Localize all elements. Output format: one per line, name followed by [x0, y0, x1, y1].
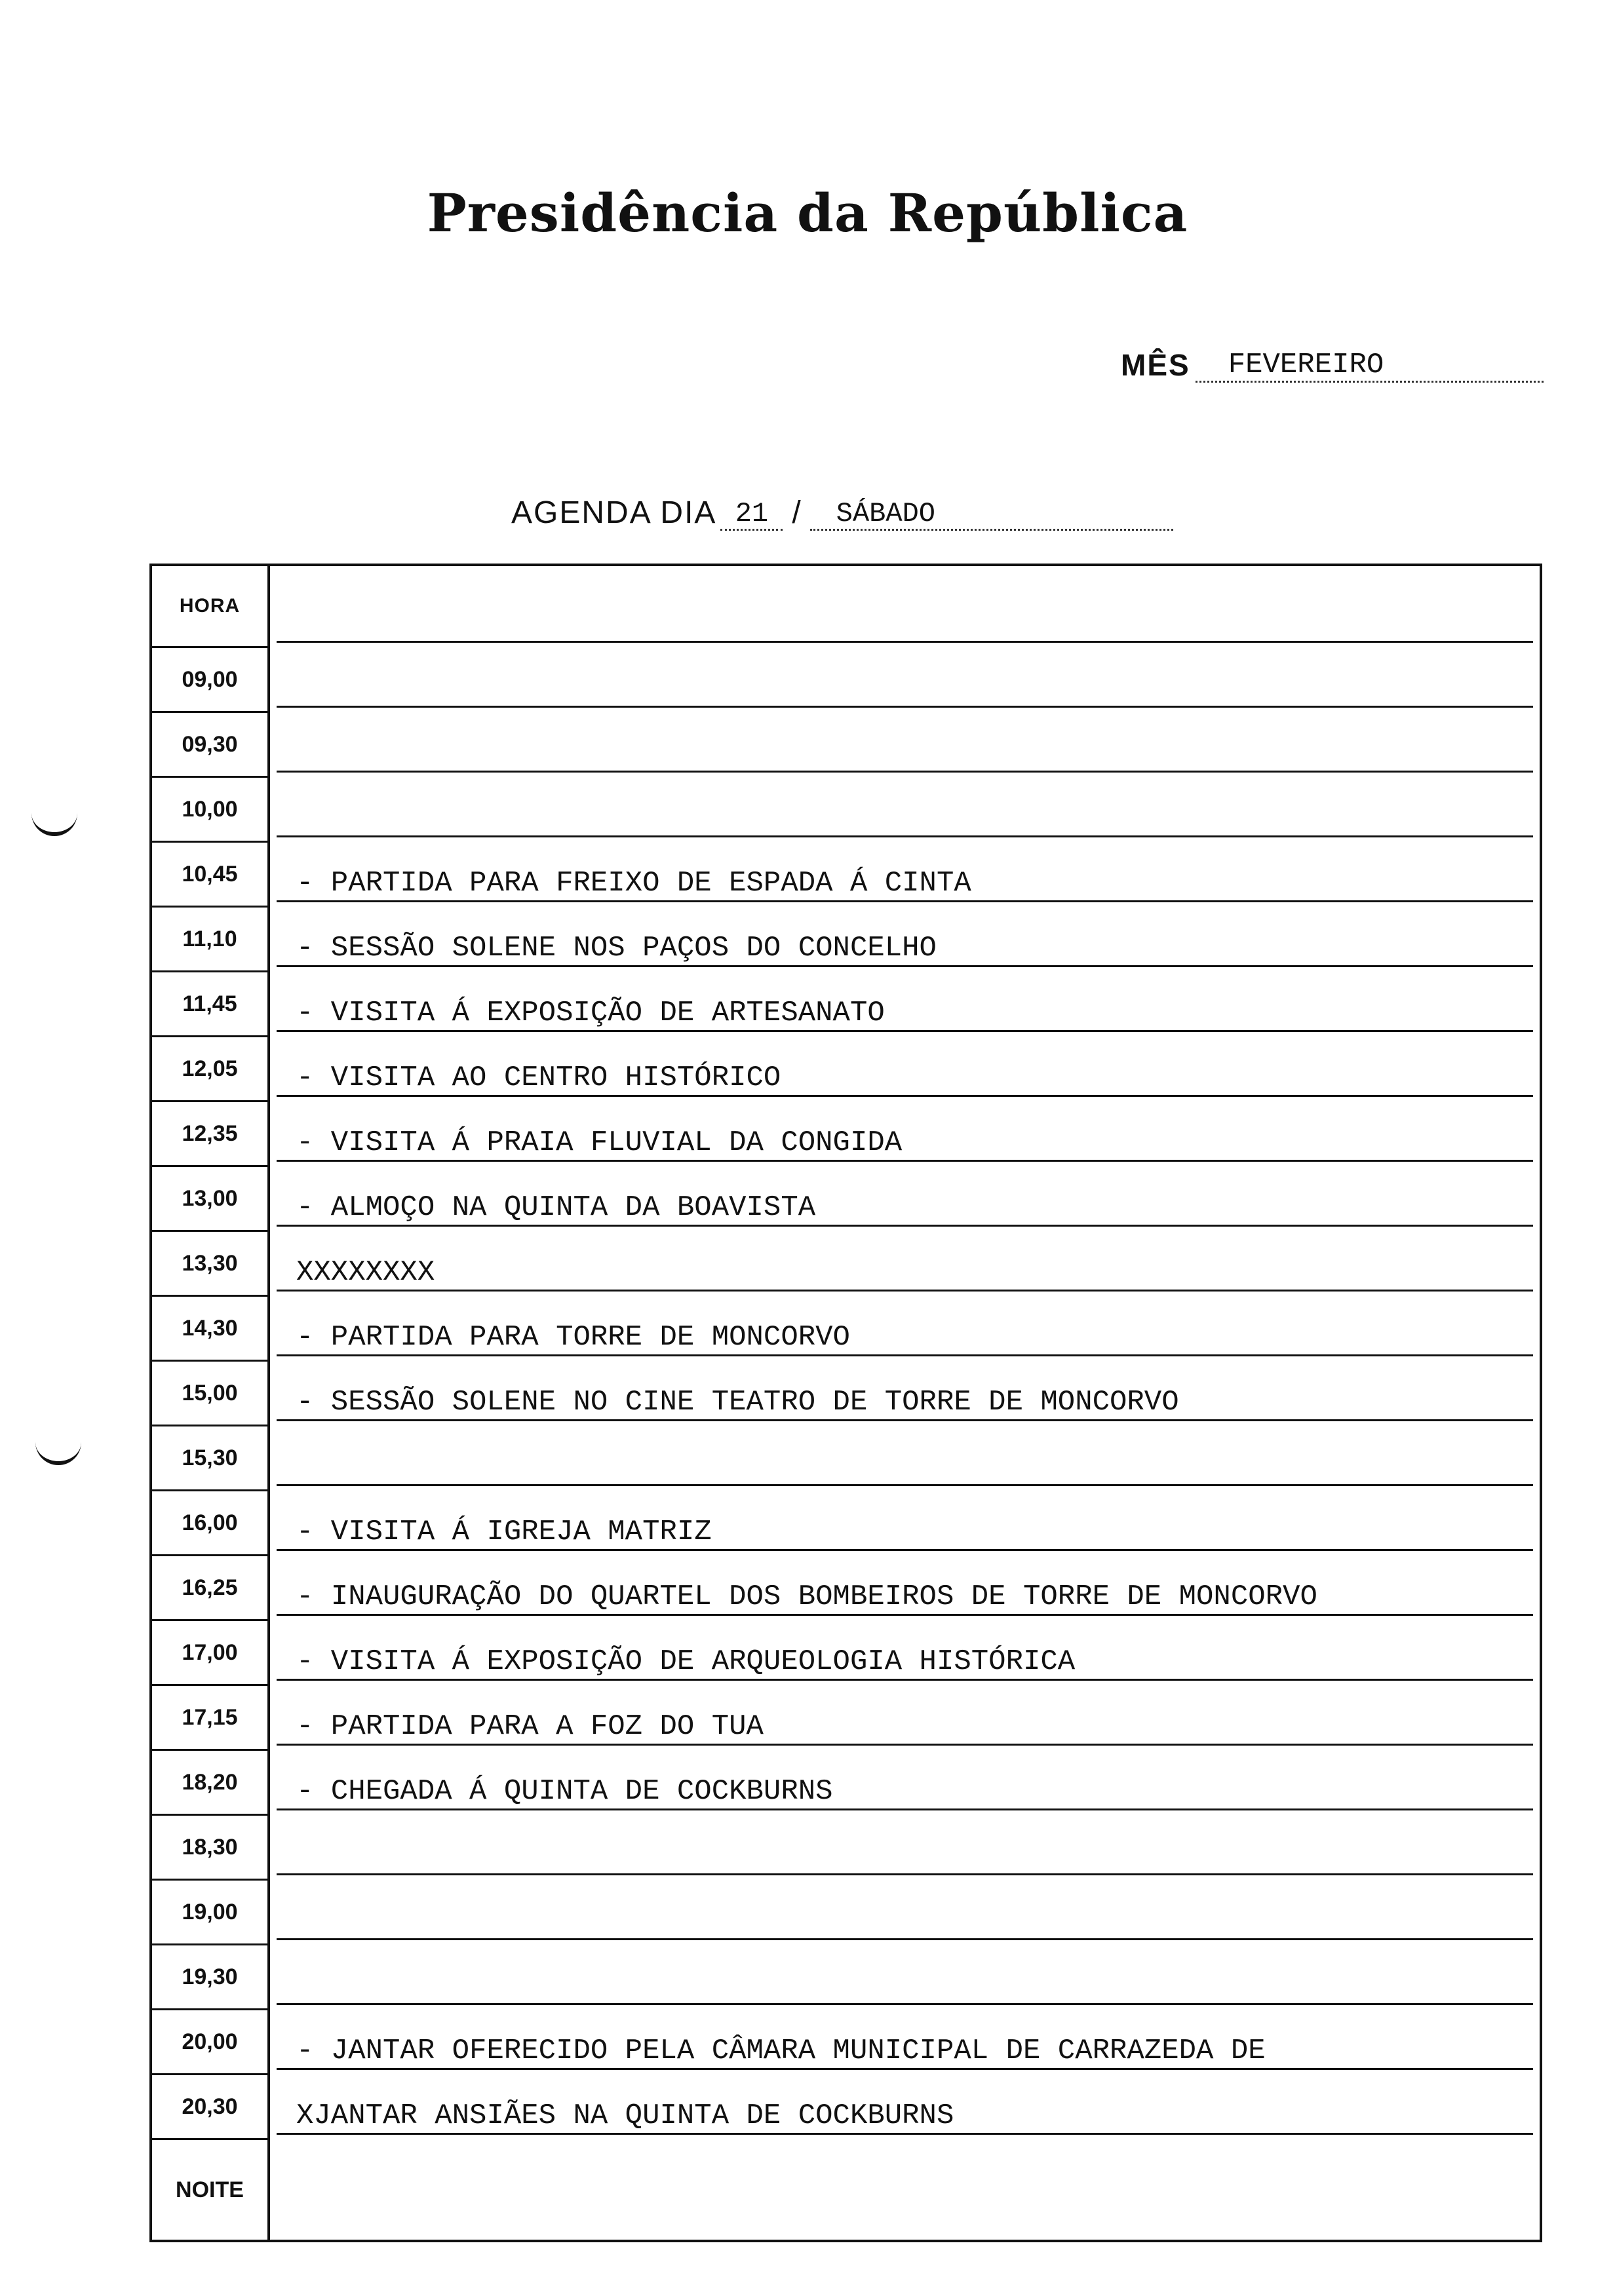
activity-cell	[277, 649, 1533, 708]
activity-cell: - PARTIDA PARA FREIXO DE ESPADA Á CINTA	[277, 843, 1533, 902]
activity-cell: XJANTAR ANSIÃES NA QUINTA DE COCKBURNS	[277, 2076, 1533, 2135]
activity-cell: - CHEGADA Á QUINTA DE COCKBURNS	[277, 1751, 1533, 1810]
table-row	[152, 908, 1540, 972]
activity-cell	[277, 778, 1533, 837]
activity-cell: - PARTIDA PARA A FOZ DO TUA	[277, 1687, 1533, 1746]
hora-cell: NOITE	[152, 2140, 270, 2240]
table-row	[152, 713, 1540, 778]
agenda-weekday: SÁBADO	[810, 499, 1173, 531]
hora-cell: 09,30	[152, 713, 270, 778]
binder-hole-mark	[31, 813, 77, 836]
table-row	[152, 1816, 1540, 1881]
activity-cell: XXXXXXXX	[277, 1233, 1533, 1292]
table-row	[152, 843, 1540, 908]
hora-cell: 11,45	[152, 972, 270, 1037]
hora-cell: 14,30	[152, 1297, 270, 1362]
hora-cell: 15,00	[152, 1362, 270, 1426]
activity-cell: - JANTAR OFERECIDO PELA CÂMARA MUNICIPAL DE CARRAZEDA DE	[277, 2011, 1533, 2070]
table-header-row	[152, 566, 1540, 648]
table-row	[152, 2010, 1540, 2075]
table-row	[152, 1945, 1540, 2010]
hora-cell: 20,00	[152, 2010, 270, 2075]
table-row	[152, 1232, 1540, 1297]
table-row	[152, 648, 1540, 713]
agenda-separator: /	[792, 495, 801, 530]
table-row	[152, 1751, 1540, 1816]
activity-cell: - SESSÃO SOLENE NOS PAÇOS DO CONCELHO	[277, 908, 1533, 967]
activity-cell	[277, 714, 1533, 773]
table-row	[152, 1621, 1540, 1686]
hora-cell: 18,30	[152, 1816, 270, 1881]
table-row	[152, 1362, 1540, 1426]
activity-cell: - VISITA Á EXPOSIÇÃO DE ARTESANATO	[277, 973, 1533, 1032]
hora-cell: 16,25	[152, 1556, 270, 1621]
activity-cell: - VISITA Á IGREJA MATRIZ	[277, 1492, 1533, 1551]
activity-cell: - INAUGURAÇÃO DO QUARTEL DOS BOMBEIROS DE TORRE DE MONCORVO	[277, 1557, 1533, 1616]
activity-header	[277, 584, 1533, 643]
table-row	[152, 2140, 1540, 2240]
hora-cell: 15,30	[152, 1426, 270, 1491]
activity-cell: - SESSÃO SOLENE NO CINE TEATRO DE TORRE DE MONCORVO	[277, 1362, 1533, 1421]
month-value: FEVEREIRO	[1196, 349, 1544, 383]
activity-cell: - VISITA Á PRAIA FLUVIAL DA CONGIDA	[277, 1103, 1533, 1162]
activity-cell: - VISITA AO CENTRO HISTÓRICO	[277, 1038, 1533, 1097]
table-row	[152, 1167, 1540, 1232]
page-title: Presidência da República	[427, 182, 1188, 244]
hora-cell: 19,30	[152, 1945, 270, 2010]
table-row	[152, 1426, 1540, 1491]
hora-header: HORA	[152, 566, 270, 648]
table-row	[152, 1491, 1540, 1556]
table-row	[152, 778, 1540, 843]
hora-cell: 17,00	[152, 1621, 270, 1686]
hora-cell: 20,30	[152, 2075, 270, 2140]
hora-cell: 17,15	[152, 1686, 270, 1751]
month-field	[1121, 347, 1544, 383]
activity-cell: - PARTIDA PARA TORRE DE MONCORVO	[277, 1297, 1533, 1356]
hora-cell: 13,00	[152, 1167, 270, 1232]
activity-cell	[277, 1946, 1533, 2005]
binder-hole-mark	[35, 1442, 81, 1465]
hora-cell: 11,10	[152, 908, 270, 972]
hora-cell: 12,05	[152, 1037, 270, 1102]
hora-cell: 19,00	[152, 1881, 270, 1945]
table-row	[152, 2075, 1540, 2140]
agenda-table	[149, 564, 1542, 2242]
activity-cell	[277, 1881, 1533, 1940]
month-label: MÊS	[1121, 348, 1190, 382]
hora-cell: 09,00	[152, 648, 270, 713]
table-row	[152, 1037, 1540, 1102]
agenda-label: AGENDA DIA	[511, 495, 717, 530]
activity-cell: - ALMOÇO NA QUINTA DA BOAVISTA	[277, 1168, 1533, 1227]
hora-cell: 10,00	[152, 778, 270, 843]
table-row	[152, 1686, 1540, 1751]
table-row	[152, 1102, 1540, 1167]
activity-cell	[277, 2175, 1533, 2234]
hora-cell: 12,35	[152, 1102, 270, 1167]
hora-cell: 10,45	[152, 843, 270, 908]
activity-cell	[277, 1816, 1533, 1875]
table-row	[152, 1881, 1540, 1945]
hora-cell: 16,00	[152, 1491, 270, 1556]
table-row	[152, 1297, 1540, 1362]
activity-cell	[277, 1427, 1533, 1486]
activity-cell: - VISITA Á EXPOSIÇÃO DE ARQUEOLOGIA HISTÓRICA	[277, 1622, 1533, 1681]
agenda-date-field	[511, 495, 1173, 531]
hora-cell: 13,30	[152, 1232, 270, 1297]
table-row	[152, 1556, 1540, 1621]
table-row	[152, 972, 1540, 1037]
agenda-day: 21	[720, 499, 783, 531]
hora-cell: 18,20	[152, 1751, 270, 1816]
